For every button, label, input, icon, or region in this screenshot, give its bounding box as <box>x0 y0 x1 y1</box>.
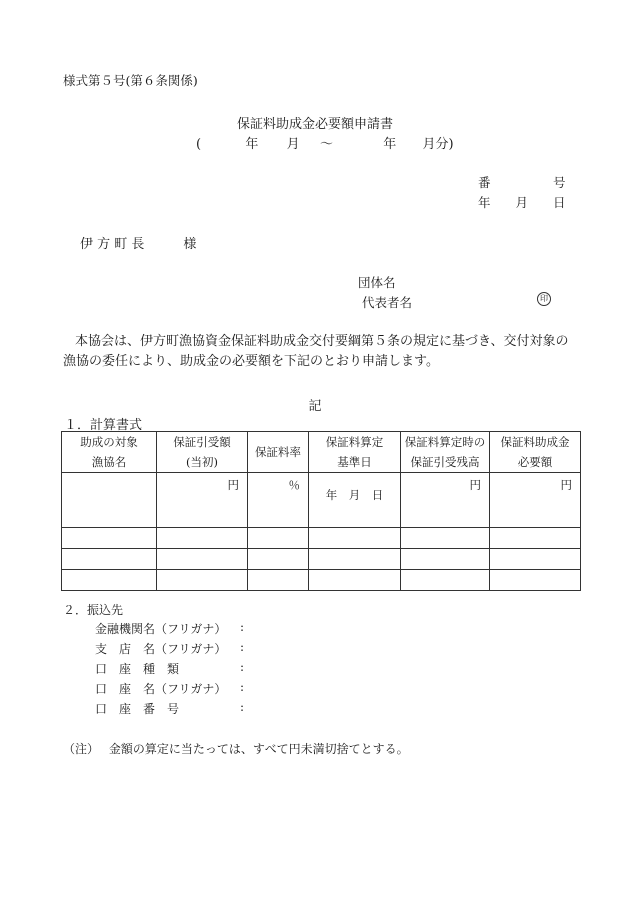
addressee: 伊 方 町 長 様 <box>80 237 197 252</box>
document-date: 年 月 日 <box>478 195 566 210</box>
table-cell[interactable] <box>62 549 157 570</box>
table-cell[interactable] <box>62 473 157 528</box>
note: （注） 金額の算定に当たっては、すべて円未満切捨てとする。 <box>63 742 409 756</box>
table-cell[interactable] <box>401 570 490 591</box>
table-cell[interactable] <box>309 549 401 570</box>
header-guarantee-amount: 保証引受額 (当初) <box>157 432 248 473</box>
period-month-2: 月分) <box>422 137 454 152</box>
section-calc-heading: １．計算書式 <box>64 418 143 433</box>
organization-label: 団体名 <box>358 275 396 290</box>
table-cell[interactable] <box>248 570 309 591</box>
header-guarantee-rate: 保証料率 <box>248 432 309 473</box>
table-cell[interactable] <box>62 528 157 549</box>
form-number: 様式第５号(第６条関係) <box>63 73 198 88</box>
account-number-colon: : <box>240 700 245 714</box>
section-transfer-heading: ２．振込先 <box>63 603 124 617</box>
account-name-label: 口 座 名（フリガナ） <box>95 682 227 696</box>
bank-name-colon: : <box>240 620 245 634</box>
calculation-table <box>61 431 581 591</box>
table-cell[interactable] <box>157 570 248 591</box>
table-row <box>62 549 581 570</box>
representative-label: 代表者名 <box>362 295 413 310</box>
table-cell[interactable] <box>248 549 309 570</box>
table-row <box>62 528 581 549</box>
account-type-colon: : <box>240 660 245 674</box>
table-cell[interactable] <box>490 570 581 591</box>
bank-name-label: 金融機関名（フリガナ） <box>95 622 227 636</box>
table-cell[interactable]: ％ <box>248 473 309 528</box>
table-row <box>62 473 581 528</box>
ki-heading: 記 <box>308 399 322 414</box>
branch-name-colon: : <box>240 640 245 654</box>
application-period <box>196 133 454 152</box>
account-number-label: 口 座 番 号 <box>95 702 180 716</box>
table-cell[interactable] <box>62 570 157 591</box>
period-open: ( <box>196 137 202 152</box>
document-number: 番 号 <box>478 175 566 190</box>
table-cell[interactable] <box>490 528 581 549</box>
period-tilde: ～ <box>319 137 333 152</box>
header-cooperative: 助成の対象 漁協名 <box>62 432 157 473</box>
table-row <box>62 570 581 591</box>
header-balance: 保証料算定時の 保証引受残高 <box>401 432 490 473</box>
account-name-colon: : <box>240 680 245 694</box>
table-cell[interactable]: 円 <box>490 473 581 528</box>
header-subsidy: 保証料助成金 必要額 <box>490 432 581 473</box>
table-cell[interactable] <box>309 528 401 549</box>
table-cell[interactable]: 円 <box>401 473 490 528</box>
table-cell[interactable]: 年 月 日 <box>309 473 401 528</box>
table-cell[interactable] <box>490 549 581 570</box>
account-type-label: 口 座 種 類 <box>95 662 180 676</box>
period-month-1: 月 <box>286 137 300 152</box>
table-header-row <box>62 432 581 473</box>
table-cell[interactable] <box>157 528 248 549</box>
table-cell[interactable] <box>401 549 490 570</box>
body-text: 本協会は、伊方町漁協資金保証料助成金交付要綱第５条の規定に基づき、交付対象の 漁協の委任により、助成金の必要額を下記のとおり申請します。 <box>63 334 595 369</box>
branch-name-label: 支 店 名（フリガナ） <box>95 642 227 656</box>
table-cell[interactable]: 円 <box>157 473 248 528</box>
document-title: 保証料助成金必要額申請書 <box>236 117 393 132</box>
seal-mark: 印 <box>537 292 551 306</box>
table-cell[interactable] <box>401 528 490 549</box>
period-year-2: 年 <box>383 137 397 152</box>
period-year-1: 年 <box>245 137 259 152</box>
header-base-date: 保証料算定 基準日 <box>309 432 401 473</box>
table-cell[interactable] <box>248 528 309 549</box>
table-cell[interactable] <box>309 570 401 591</box>
table-cell[interactable] <box>157 549 248 570</box>
